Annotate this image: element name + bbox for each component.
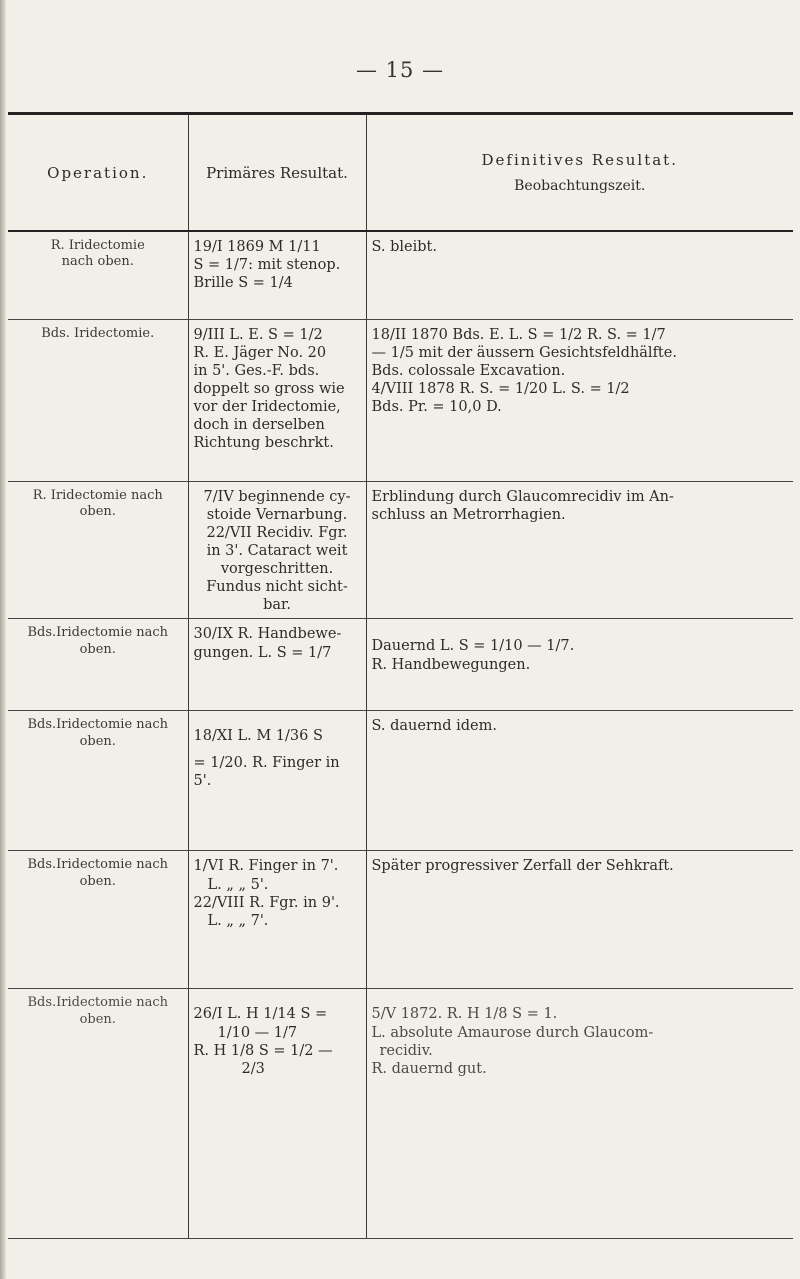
definitive-result-cell: Dauernd L. S = 1/10 — 1/7. R. Handbewegungen. [366, 619, 793, 711]
header-operation: Operation. [8, 114, 188, 232]
table-row [8, 989, 793, 1239]
primary-result-cell: 19/I 1869 M 1/11 S = 1/7: mit stenop. Brille S = 1/4 [188, 231, 366, 319]
header-definitive-subtitle: Beobachtungszeit. [514, 178, 646, 195]
table-header-row [8, 114, 793, 232]
primary-result-cell: 7/IV beginnende cy- stoide Vernarbung. 22/VII Recidiv. Fgr. in 3'. Cataract weit vorgeschritten. Fundus nicht sicht- bar. [188, 481, 366, 619]
definitive-result-cell: S. dauernd idem. [366, 711, 793, 851]
table-row [8, 319, 793, 481]
table-row [8, 619, 793, 711]
table-row [8, 231, 793, 319]
operation-cell: Bds.Iridectomie nach oben. [8, 989, 188, 1239]
operation-cell: R. Iridectomie nach oben. [8, 481, 188, 619]
definitive-result-cell: Später progressiver Zerfall der Sehkraft. [366, 851, 793, 989]
operation-cell: Bds.Iridectomie nach oben. [8, 711, 188, 851]
page-number: — 15 — [355, 58, 445, 82]
definitive-result-cell: 18/II 1870 Bds. E. L. S = 1/2 R. S. = 1/7 — 1/5 mit der äussern Gesichtsfeldhälfte. Bds. colossale Excavation. 4/VIII 1878 R. S. = 1/20 L. S. = 1/2 Bds. Pr. = 10,0 D. [366, 319, 793, 481]
header-primary: Primäres Resultat. [188, 114, 366, 232]
operation-cell: Bds. Iridectomie. [8, 319, 188, 481]
table-row [8, 711, 793, 851]
header-definitive-title: Definitives Resultat. [481, 151, 678, 170]
primary-result-cell: 30/IX R. Handbewe- gungen. L. S = 1/7 [188, 619, 366, 711]
table-row [8, 851, 793, 989]
operation-cell: Bds.Iridectomie nach oben. [8, 619, 188, 711]
results-table [8, 112, 793, 1239]
page-edge [0, 0, 6, 1279]
definitive-result-cell: S. bleibt. [366, 231, 793, 319]
definitive-result-cell: 5/V 1872. R. H 1/8 S = 1. L. absolute Amaurose durch Glaucom- recidiv. R. dauernd gut. [366, 989, 793, 1239]
operation-cell: Bds.Iridectomie nach oben. [8, 851, 188, 989]
primary-result-cell: 1/VI R. Finger in 7'. L. „ „ 5'. 22/VIII R. Fgr. in 9'. L. „ „ 7'. [188, 851, 366, 989]
table-row [8, 481, 793, 619]
primary-result-cell: 26/I L. H 1/14 S = 1/10 — 1/7 R. H 1/8 S = 1/2 — 2/3 [188, 989, 366, 1239]
operation-cell: R. Iridectomie nach oben. [8, 231, 188, 319]
primary-result-cell: 18/XI L. M 1/36 S = 1/20. R. Finger in 5'. [188, 711, 366, 851]
definitive-result-cell: Erblindung durch Glaucomrecidiv im An- schluss an Metrorrhagien. [366, 481, 793, 619]
primary-result-cell: 9/III L. E. S = 1/2 R. E. Jäger No. 20 in 5'. Ges.-F. bds. doppelt so gross wie vor der Iridectomie, doch in derselben Richtung beschrkt. [188, 319, 366, 481]
header-definitive [366, 114, 793, 232]
